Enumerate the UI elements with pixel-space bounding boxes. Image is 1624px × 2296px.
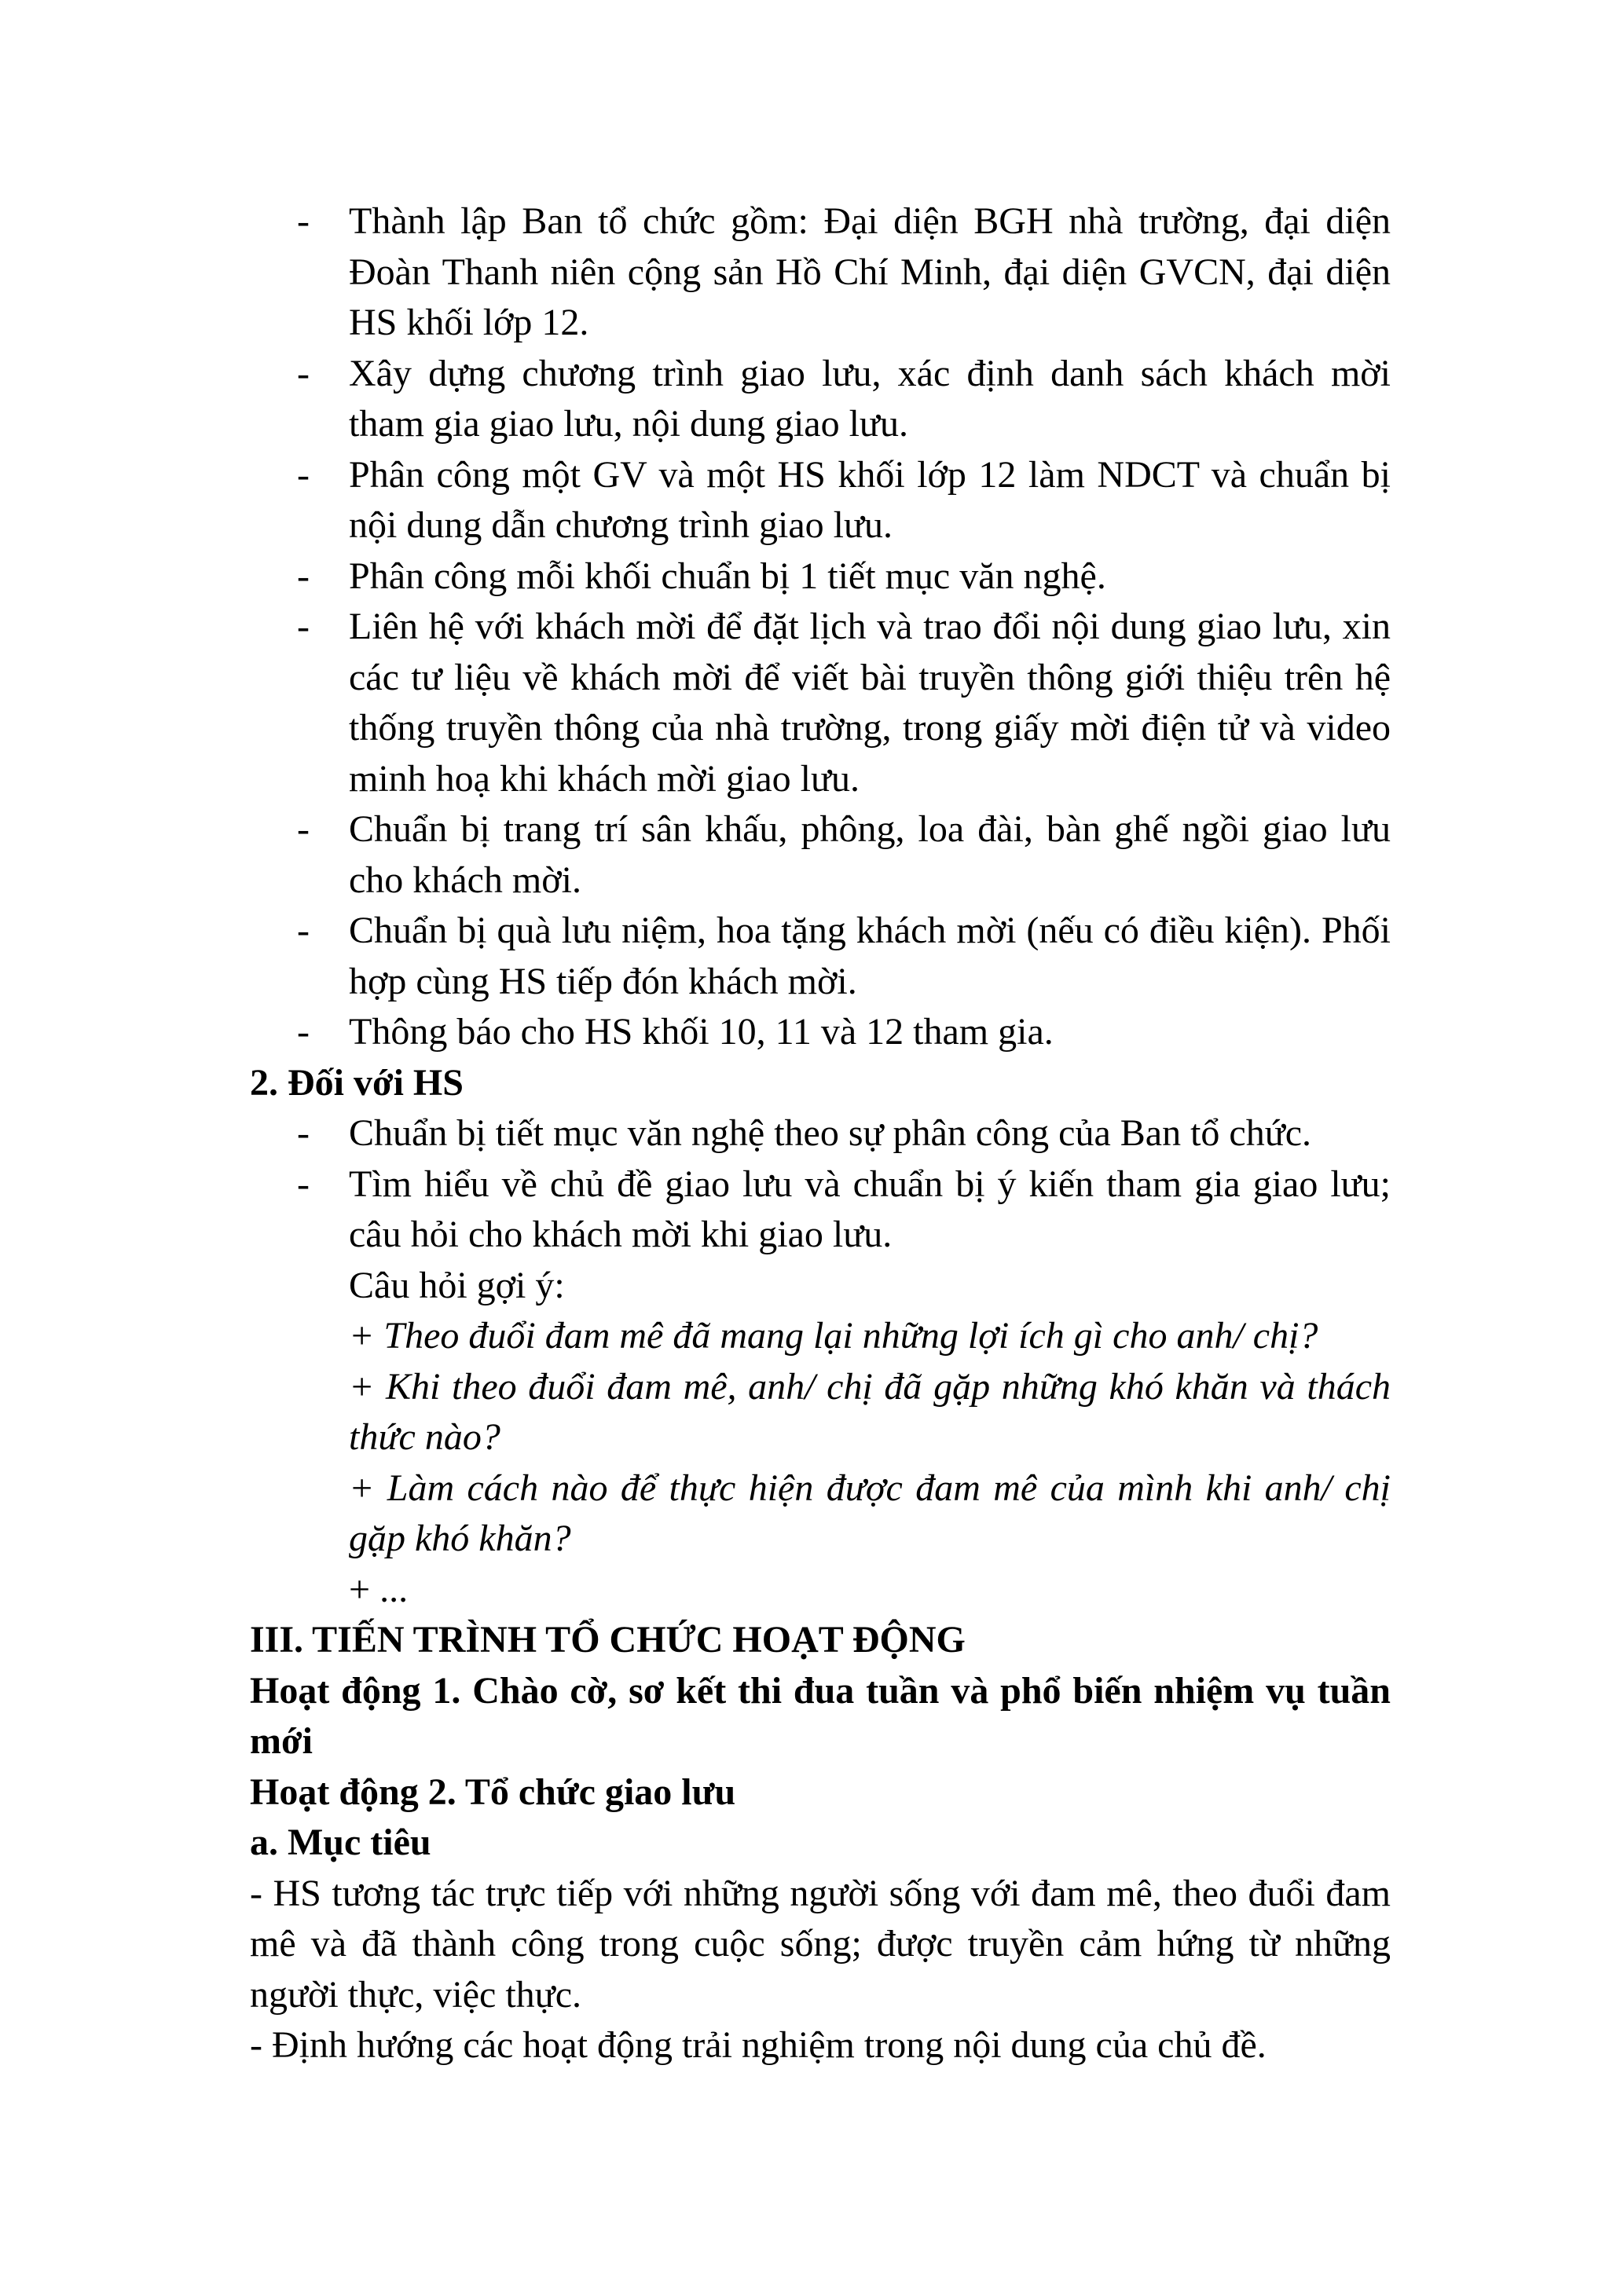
- dash-bullet: -: [297, 1112, 310, 1154]
- activity-1-heading: Hoạt động 1. Chào cờ, sơ kết thi đua tuần và phổ biến nhiệm vụ tuần mới: [250, 1669, 1391, 1762]
- list-item-text: Chuẩn bị quà lưu niệm, hoa tặng khách mời (nếu có điều kiện). Phối hợp cùng HS tiếp đón khách mời.: [349, 910, 1391, 1002]
- section-heading-hs: 2. Đối với HS: [250, 1061, 464, 1104]
- objective-paragraph: - Định hướng các hoạt động trải nghiệm trong nội dung của chủ đề.: [250, 2024, 1267, 2066]
- list-item-text: Tìm hiểu về chủ đề giao lưu và chuẩn bị ý kiến tham gia giao lưu; câu hỏi cho khách mời khi giao lưu.: [349, 1163, 1391, 1255]
- question-more: + ...: [349, 1568, 409, 1610]
- dash-bullet: -: [297, 606, 310, 647]
- question-item: + Làm cách nào để thực hiện được đam mê của mình khi anh/ chị gặp khó khăn?: [349, 1467, 1391, 1559]
- list-item: [250, 906, 1391, 1007]
- dash-bullet: -: [297, 808, 310, 850]
- dash-bullet: -: [297, 352, 310, 394]
- document-page: [250, 196, 1391, 2071]
- dash-bullet: -: [297, 453, 310, 496]
- dash-bullet: -: [297, 1011, 310, 1053]
- list-item: [250, 1007, 1391, 1058]
- question-item: + Theo đuổi đam mê đã mang lại những lợi ích gì cho anh/ chị?: [349, 1315, 1318, 1357]
- list-item: [250, 349, 1391, 450]
- objective-paragraph: - HS tương tác trực tiếp với những người sống với đam mê, theo đuổi đam mê và đã thành công trong cuộc sống; được truyền cảm hứng từ những người thực, việc thực.: [250, 1872, 1391, 2016]
- list-item-text: Thành lập Ban tổ chức gồm: Đại diện BGH nhà trường, đại diện Đoàn Thanh niên cộng sản Hồ Chí Minh, đại diện GVCN, đại diện HS khối lớp 12.: [349, 200, 1391, 343]
- list-item: [250, 804, 1391, 906]
- dash-bullet: -: [297, 910, 310, 951]
- list-item-text: Chuẩn bị tiết mục văn nghệ theo sự phân công của Ban tổ chức.: [349, 1112, 1312, 1154]
- list-item-text: Phân công mỗi khối chuẩn bị 1 tiết mục văn nghệ.: [349, 555, 1106, 597]
- activity-2-heading: Hoạt động 2. Tổ chức giao lưu: [250, 1771, 736, 1813]
- dash-bullet: -: [297, 555, 310, 597]
- list-item: [250, 551, 1391, 602]
- list-item-text: Chuẩn bị trang trí sân khấu, phông, loa đài, bàn ghế ngồi giao lưu cho khách mời.: [349, 808, 1391, 901]
- list-item: [250, 196, 1391, 349]
- questions-label: Câu hỏi gợi ý:: [349, 1264, 565, 1306]
- list-item-text: Liên hệ với khách mời để đặt lịch và trao đổi nội dung giao lưu, xin các tư liệu về khách mời để viết bài truyền thông giới thiệu trên hệ thống truyền thông của nhà trường, trong giấy mời điện tử và video minh hoạ khi khách mời giao lưu.: [349, 606, 1391, 800]
- question-item: + Khi theo đuổi đam mê, anh/ chị đã gặp những khó khăn và thách thức nào?: [349, 1365, 1391, 1458]
- list-item: [250, 1159, 1391, 1261]
- objective-heading: a. Mục tiêu: [250, 1822, 431, 1863]
- student-task-list: [250, 1108, 1391, 1261]
- teacher-task-list: [250, 196, 1391, 1058]
- list-item: [250, 450, 1391, 551]
- list-item-text: Phân công một GV và một HS khối lớp 12 làm NDCT và chuẩn bị nội dung dẫn chương trình giao lưu.: [349, 453, 1391, 546]
- list-item-text: Thông báo cho HS khối 10, 11 và 12 tham gia.: [349, 1011, 1054, 1053]
- section-heading-3: III. TIẾN TRÌNH TỔ CHỨC HOẠT ĐỘNG: [250, 1619, 966, 1661]
- list-item: [250, 602, 1391, 804]
- dash-bullet: -: [297, 1163, 310, 1205]
- list-item: [250, 1108, 1391, 1159]
- list-item-text: Xây dựng chương trình giao lưu, xác định danh sách khách mời tham gia giao lưu, nội dung giao lưu.: [349, 352, 1391, 445]
- dash-bullet: -: [297, 200, 310, 242]
